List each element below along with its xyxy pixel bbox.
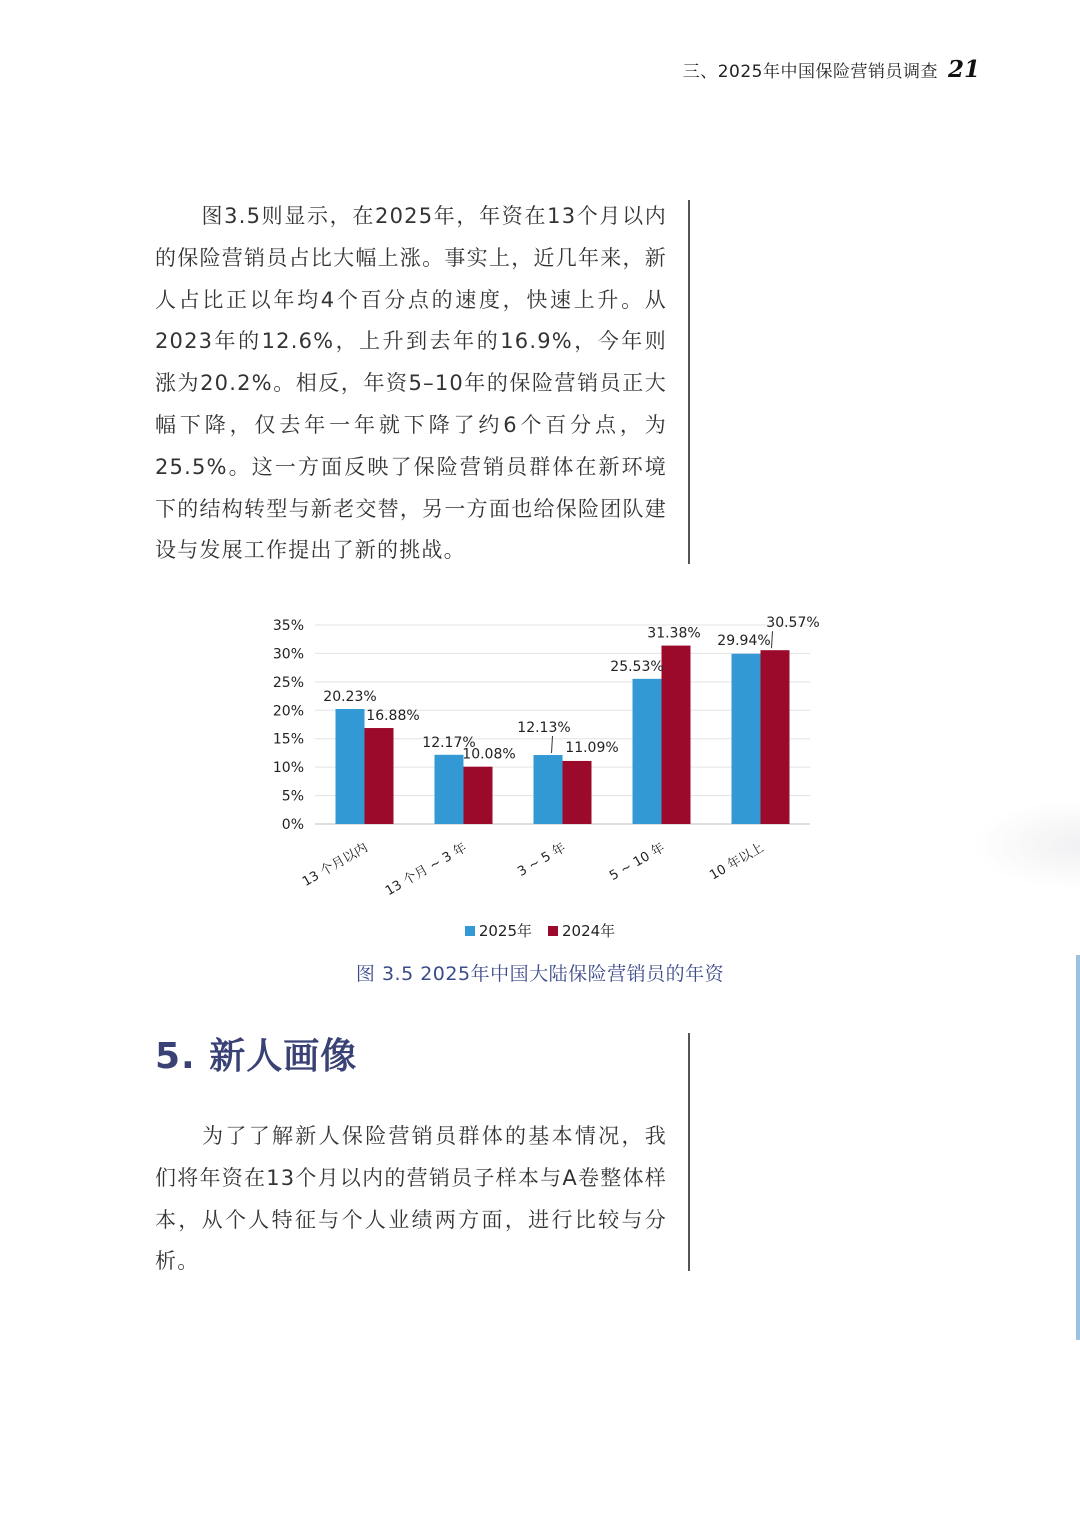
margin-rule [688,200,690,564]
bar-2025 [732,654,761,824]
y-tick-label: 25% [272,674,304,691]
body-paragraph-2 [155,1116,667,1283]
bar-2024 [761,650,790,824]
bar-2025 [633,679,662,824]
legend-swatch-2025 [465,926,475,936]
section-heading: 5. 新人画像 [155,1036,358,1077]
x-category-label: 13 个月 ~ 3 年 [382,840,470,900]
bar-2024 [662,646,691,824]
legend-swatch-2024 [548,926,558,936]
legend-item-2025 [465,920,532,941]
legend-label-2025: 2025年 [478,922,532,940]
legend-item-2024 [548,920,615,941]
bar-2025 [534,755,563,824]
x-category-label: 10 年以上 [707,840,767,884]
page-edge-tab [1076,955,1080,1340]
legend-label-2024: 2024年 [562,922,616,940]
bar-2025 [435,755,464,824]
data-label-2024: 31.38% [647,625,701,642]
bar-2024 [365,728,394,824]
data-label-2025: 20.23% [323,688,377,705]
figure-caption: 图 3.5 2025年中国大陆保险营销员的年资 [355,963,725,985]
running-header [683,56,980,88]
data-label-2024: 30.57% [766,615,820,632]
x-category-label: 5 ~ 10 年 [607,840,668,885]
data-label-2025: 25.53% [610,658,664,675]
body-paragraph-2-text: 为了了解新人保险营销员群体的基本情况，我们将年资在13个月以内的营销员子样本与A卷整体样本，从个人特征与个人业绩两方面，进行比较与分析。 [155,1124,667,1274]
y-tick-label: 0% [281,817,304,833]
bar-2025 [336,709,365,824]
data-label-2024: 16.88% [366,708,420,725]
data-label-2025: 29.94% [717,632,771,649]
page-number: 21 [947,56,980,83]
y-tick-label: 10% [272,760,304,777]
chart-legend [0,920,1080,941]
leader-line [772,631,773,648]
margin-rule [688,1033,690,1271]
bar-2024 [563,761,592,824]
y-tick-label: 30% [272,646,304,663]
body-paragraph-1 [155,196,667,572]
data-label-2024: 11.09% [565,739,619,756]
y-tick-label: 15% [272,731,304,748]
x-category-label: 3 ~ 5 年 [515,840,569,880]
data-label-2024: 10.08% [462,746,516,763]
y-tick-label: 5% [281,788,304,805]
bar-2024 [464,767,493,824]
x-category-label: 13 个月以内 [300,840,371,890]
data-label-2025: 12.17% [422,734,476,751]
body-paragraph-1-text: 图3.5则显示，在2025年，年资在13个月以内的保险营销员占比大幅上涨。事实上，近几年来，新人占比正以年均4个百分点的速度，快速上升。从2023年的12.6%，上升到去年的16.9%，今年则涨为20.2%。相反，年资5–10年的保险营销员正大幅下降，仅去年一年就下降了约6个百分点，为25.5%。这一方面反映了保险营销员群体在新环境下的结构转型与新老交替，另一方面也给保险团队建设与发展工作提出了新的挑战。 [155,204,667,563]
seniority-bar-chart [240,600,840,950]
page-edge-shadow [970,800,1080,890]
y-tick-label: 20% [272,703,304,720]
data-label-2025: 12.13% [517,720,571,737]
y-tick-label: 35% [272,618,304,634]
running-title: 三、2025年中国保险营销员调查 [682,62,938,82]
